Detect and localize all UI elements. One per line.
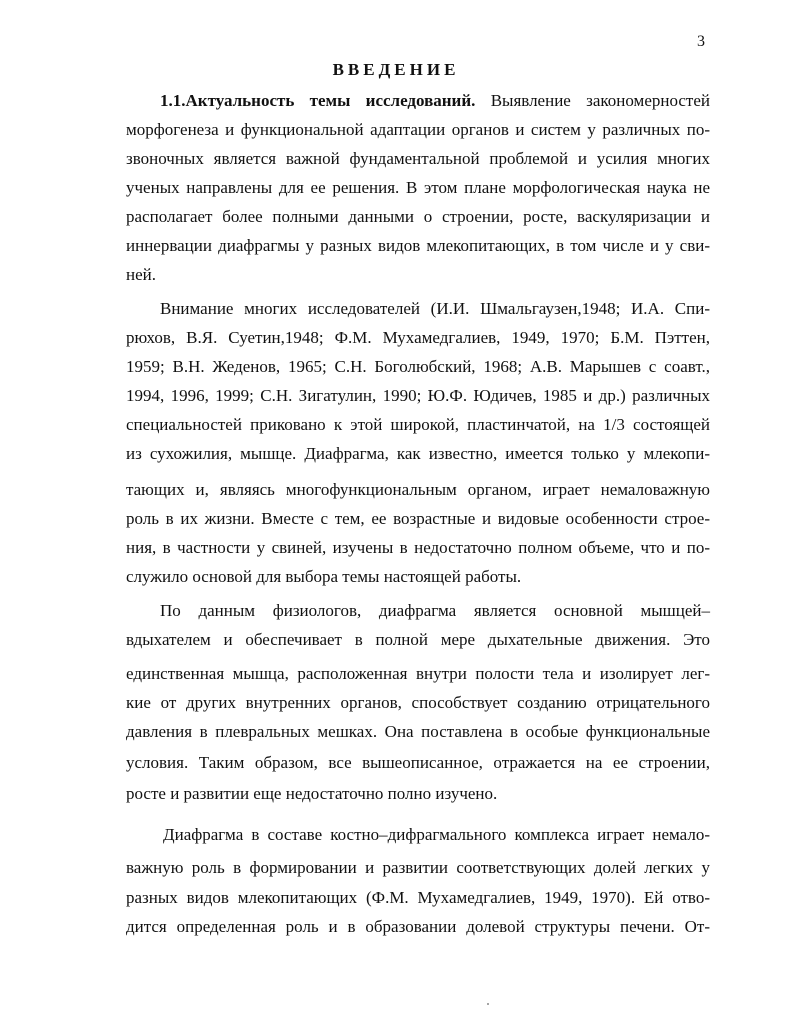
text-line: Диафрагма в составе костно–дифрагмального комплекса играет немало- [163, 825, 710, 844]
text-line: условия. Таким образом, все вышеописанное, отражается на ее строении, [126, 753, 710, 772]
section-title: ВВЕДЕНИЕ [332, 60, 460, 79]
text-line: По данным физиологов, диафрагма является основной мышцей– [160, 601, 710, 620]
text-line: рюхов, В.Я. Суетин,1948; Ф.М. Мухамедгалиев, 1949, 1970; Б.М. Пэттен, [126, 328, 710, 347]
text-line: 1959; В.Н. Жеденов, 1965; С.Н. Боголюбский, 1968; А.В. Марышев с соавт., [126, 357, 710, 376]
text-line: Внимание многих исследователей (И.И. Шмальгаузен,1948; И.А. Спи- [160, 299, 710, 318]
text-line: ней. [126, 265, 156, 284]
text-line: росте и развитии еще недостаточно полно изучено. [126, 784, 498, 803]
text-line: звоночных является важной фундаментальной проблемой и усилия многих [126, 149, 710, 168]
text-line: вдыхателем и обеспечивает в полной мере дыхательные движения. Это [126, 630, 710, 649]
text-line: иннервации диафрагмы у разных видов млекопитающих, в том числе и у сви- [126, 236, 710, 255]
text-line: морфогенеза и функциональной адаптации органов и систем у различных по- [126, 120, 710, 139]
text-line: кие от других внутренних органов, способствует созданию отрицательного [126, 693, 710, 712]
text-line: дится определенная роль и в образовании долевой структуры печени. От- [126, 917, 710, 936]
text-line: служило основой для выбора темы настоящей работы. [126, 567, 522, 586]
text-line: единственная мышца, расположенная внутри полости тела и изолирует лег- [126, 664, 710, 683]
section-heading: 1.1.Актуальность темы исследований. [160, 91, 476, 110]
text-line: разных видов млекопитающих (Ф.М. Мухамедгалиев, 1949, 1970). Ей отво- [126, 888, 710, 907]
text-line: 1.1.Актуальность темы исследований. Выявление закономерностей [160, 91, 710, 110]
page-number: 3 [697, 33, 705, 50]
text-line: роль в их жизни. Вместе с тем, ее возрастные и видовые особенности строе- [126, 509, 710, 528]
text-line: тающих и, являясь многофункциональным органом, играет немаловажную [126, 480, 710, 499]
scan-speck [487, 1003, 489, 1005]
text-line: 1994, 1996, 1999; С.Н. Зигатулин, 1990; Ю.Ф. Юдичев, 1985 и др.) различных [126, 386, 710, 405]
text-line: располагает более полными данными о строении, росте, васкуляризации и [126, 207, 710, 226]
text-line: давления в плевральных мешках. Она поставлена в особые функциональные [126, 722, 710, 741]
text-line: из сухожилия, мышце. Диафрагма, как известно, имеется только у млекопи- [126, 444, 710, 463]
text-line: важную роль в формировании и развитии соответствующих долей легких у [126, 858, 710, 877]
text-line: ученых направлены для ее решения. В этом плане морфологическая наука не [126, 178, 710, 197]
text-line: ния, в частности у свиней, изучены в недостаточно полном объеме, что и по- [126, 538, 710, 557]
text-line: специальностей приковано к этой широкой, пластинчатой, на 1/3 состоящей [126, 415, 710, 434]
